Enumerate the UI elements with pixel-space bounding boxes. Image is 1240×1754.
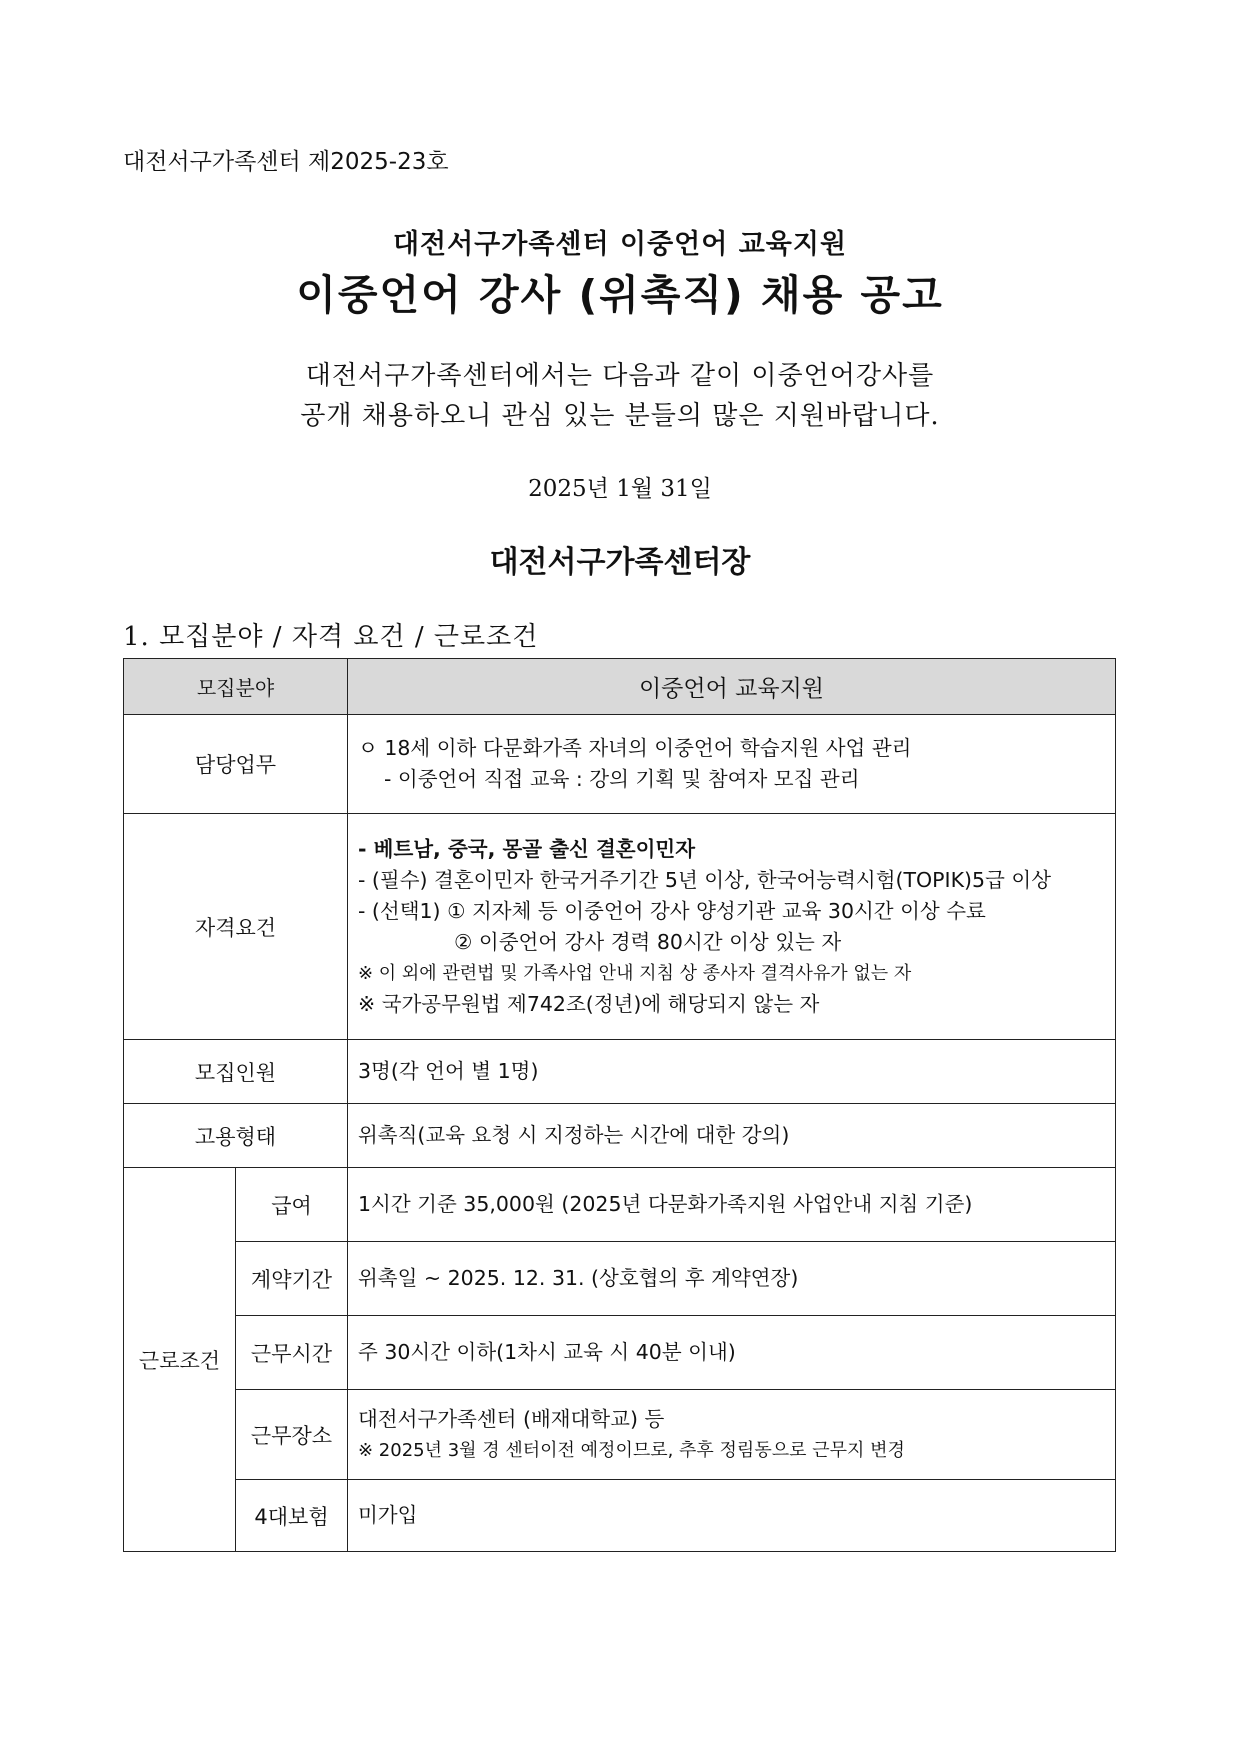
duties-label: 담당업무 xyxy=(124,715,348,814)
salary-value: 1시간 기준 35,000원 (2025년 다문화가족지원 사업안내 지침 기준) xyxy=(348,1168,1116,1242)
duties-line-2: - 이중언어 직접 교육 : 강의 기획 및 참여자 모집 관리 xyxy=(384,767,860,791)
qualifications-line-3: - (선택1) ① 지자체 등 이중언어 강사 양성기관 교육 30시간 이상 수료 xyxy=(358,898,986,923)
intro-line-2: 공개 채용하오니 관심 있는 분들의 많은 지원바랍니다. xyxy=(300,401,940,431)
work-hours-label: 근무시간 xyxy=(236,1316,348,1390)
header-value-cell: 이중언어 교육지원 xyxy=(348,659,1116,715)
table-row-headcount xyxy=(124,1040,1116,1104)
insurance-label: 4대보험 xyxy=(236,1480,348,1552)
qualifications-line-5: ※ 이 외에 관련법 및 가족사업 안내 지침 상 종사자 결격사유가 없는 자 xyxy=(358,962,912,984)
conditions-label: 근로조건 xyxy=(124,1168,236,1552)
employment-type-value: 위촉직(교육 요청 시 지정하는 시간에 대한 강의) xyxy=(348,1104,1116,1168)
insurance-value: 미가입 xyxy=(348,1480,1116,1552)
table-row-duties xyxy=(124,715,1116,814)
duties-content xyxy=(348,715,1116,814)
headcount-value: 3명(각 언어 별 1명) xyxy=(348,1040,1116,1104)
work-hours-value: 주 30시간 이하(1차시 교육 시 40분 이내) xyxy=(348,1316,1116,1390)
qualifications-label: 자격요건 xyxy=(124,814,348,1040)
qualifications-line-6: ※ 국가공무원법 제742조(정년)에 해당되지 않는 자 xyxy=(358,991,820,1016)
qualifications-line-2: - (필수) 결혼이민자 한국거주기간 5년 이상, 한국어능력시험(TOPIK)5급 이상 xyxy=(358,867,1051,892)
work-place-content xyxy=(348,1390,1116,1480)
qualifications-content xyxy=(348,814,1116,1040)
table-header-row xyxy=(124,659,1116,715)
intro-line-1: 대전서구가족센터에서는 다음과 같이 이중언어강사를 xyxy=(305,361,935,391)
table-row-work-hours xyxy=(124,1316,1116,1390)
signer-name: 대전서구가족센터장 xyxy=(489,545,751,580)
qualifications-line-1: - 베트남, 중국, 몽골 출신 결혼이민자 xyxy=(358,836,696,861)
contract-period-label: 계약기간 xyxy=(236,1242,348,1316)
work-place-note: ※ 2025년 3월 경 센터이전 예정이므로, 추후 정림동으로 근무지 변경 xyxy=(358,1439,905,1461)
table-row-employment-type xyxy=(124,1104,1116,1168)
headcount-label: 모집인원 xyxy=(124,1040,348,1104)
announcement-title: 이중언어 강사 (위촉직) 채용 공고 xyxy=(296,271,944,319)
announcement-subtitle: 대전서구가족센터 이중언어 교육지원 xyxy=(392,229,848,260)
work-place-value: 대전서구가족센터 (배재대학교) 등 xyxy=(358,1406,665,1431)
table-row-work-place xyxy=(124,1390,1116,1480)
work-place-label: 근무장소 xyxy=(236,1390,348,1480)
duties-line-1: ㅇ 18세 이하 다문화가족 자녀의 이중언어 학습지원 사업 관리 xyxy=(358,736,912,760)
table-row-insurance xyxy=(124,1480,1116,1552)
table-row-qualifications xyxy=(124,814,1116,1040)
header-label-cell: 모집분야 xyxy=(124,659,348,715)
qualifications-line-4: ② 이중언어 강사 경력 80시간 이상 있는 자 xyxy=(454,929,842,954)
announcement-date: 2025년 1월 31일 xyxy=(528,476,712,502)
recruitment-table xyxy=(123,658,1116,1552)
salary-label: 급여 xyxy=(236,1168,348,1242)
employment-type-label: 고용형태 xyxy=(124,1104,348,1168)
table-row-salary xyxy=(124,1168,1116,1242)
contract-period-value: 위촉일 ~ 2025. 12. 31. (상호협의 후 계약연장) xyxy=(348,1242,1116,1316)
intro-paragraph xyxy=(0,356,1240,436)
section-1-heading: 1. 모집분야 / 자격 요건 / 근로조건 xyxy=(123,622,539,652)
document-number: 대전서구가족센터 제2025-23호 xyxy=(123,149,449,175)
table-row-contract-period xyxy=(124,1242,1116,1316)
